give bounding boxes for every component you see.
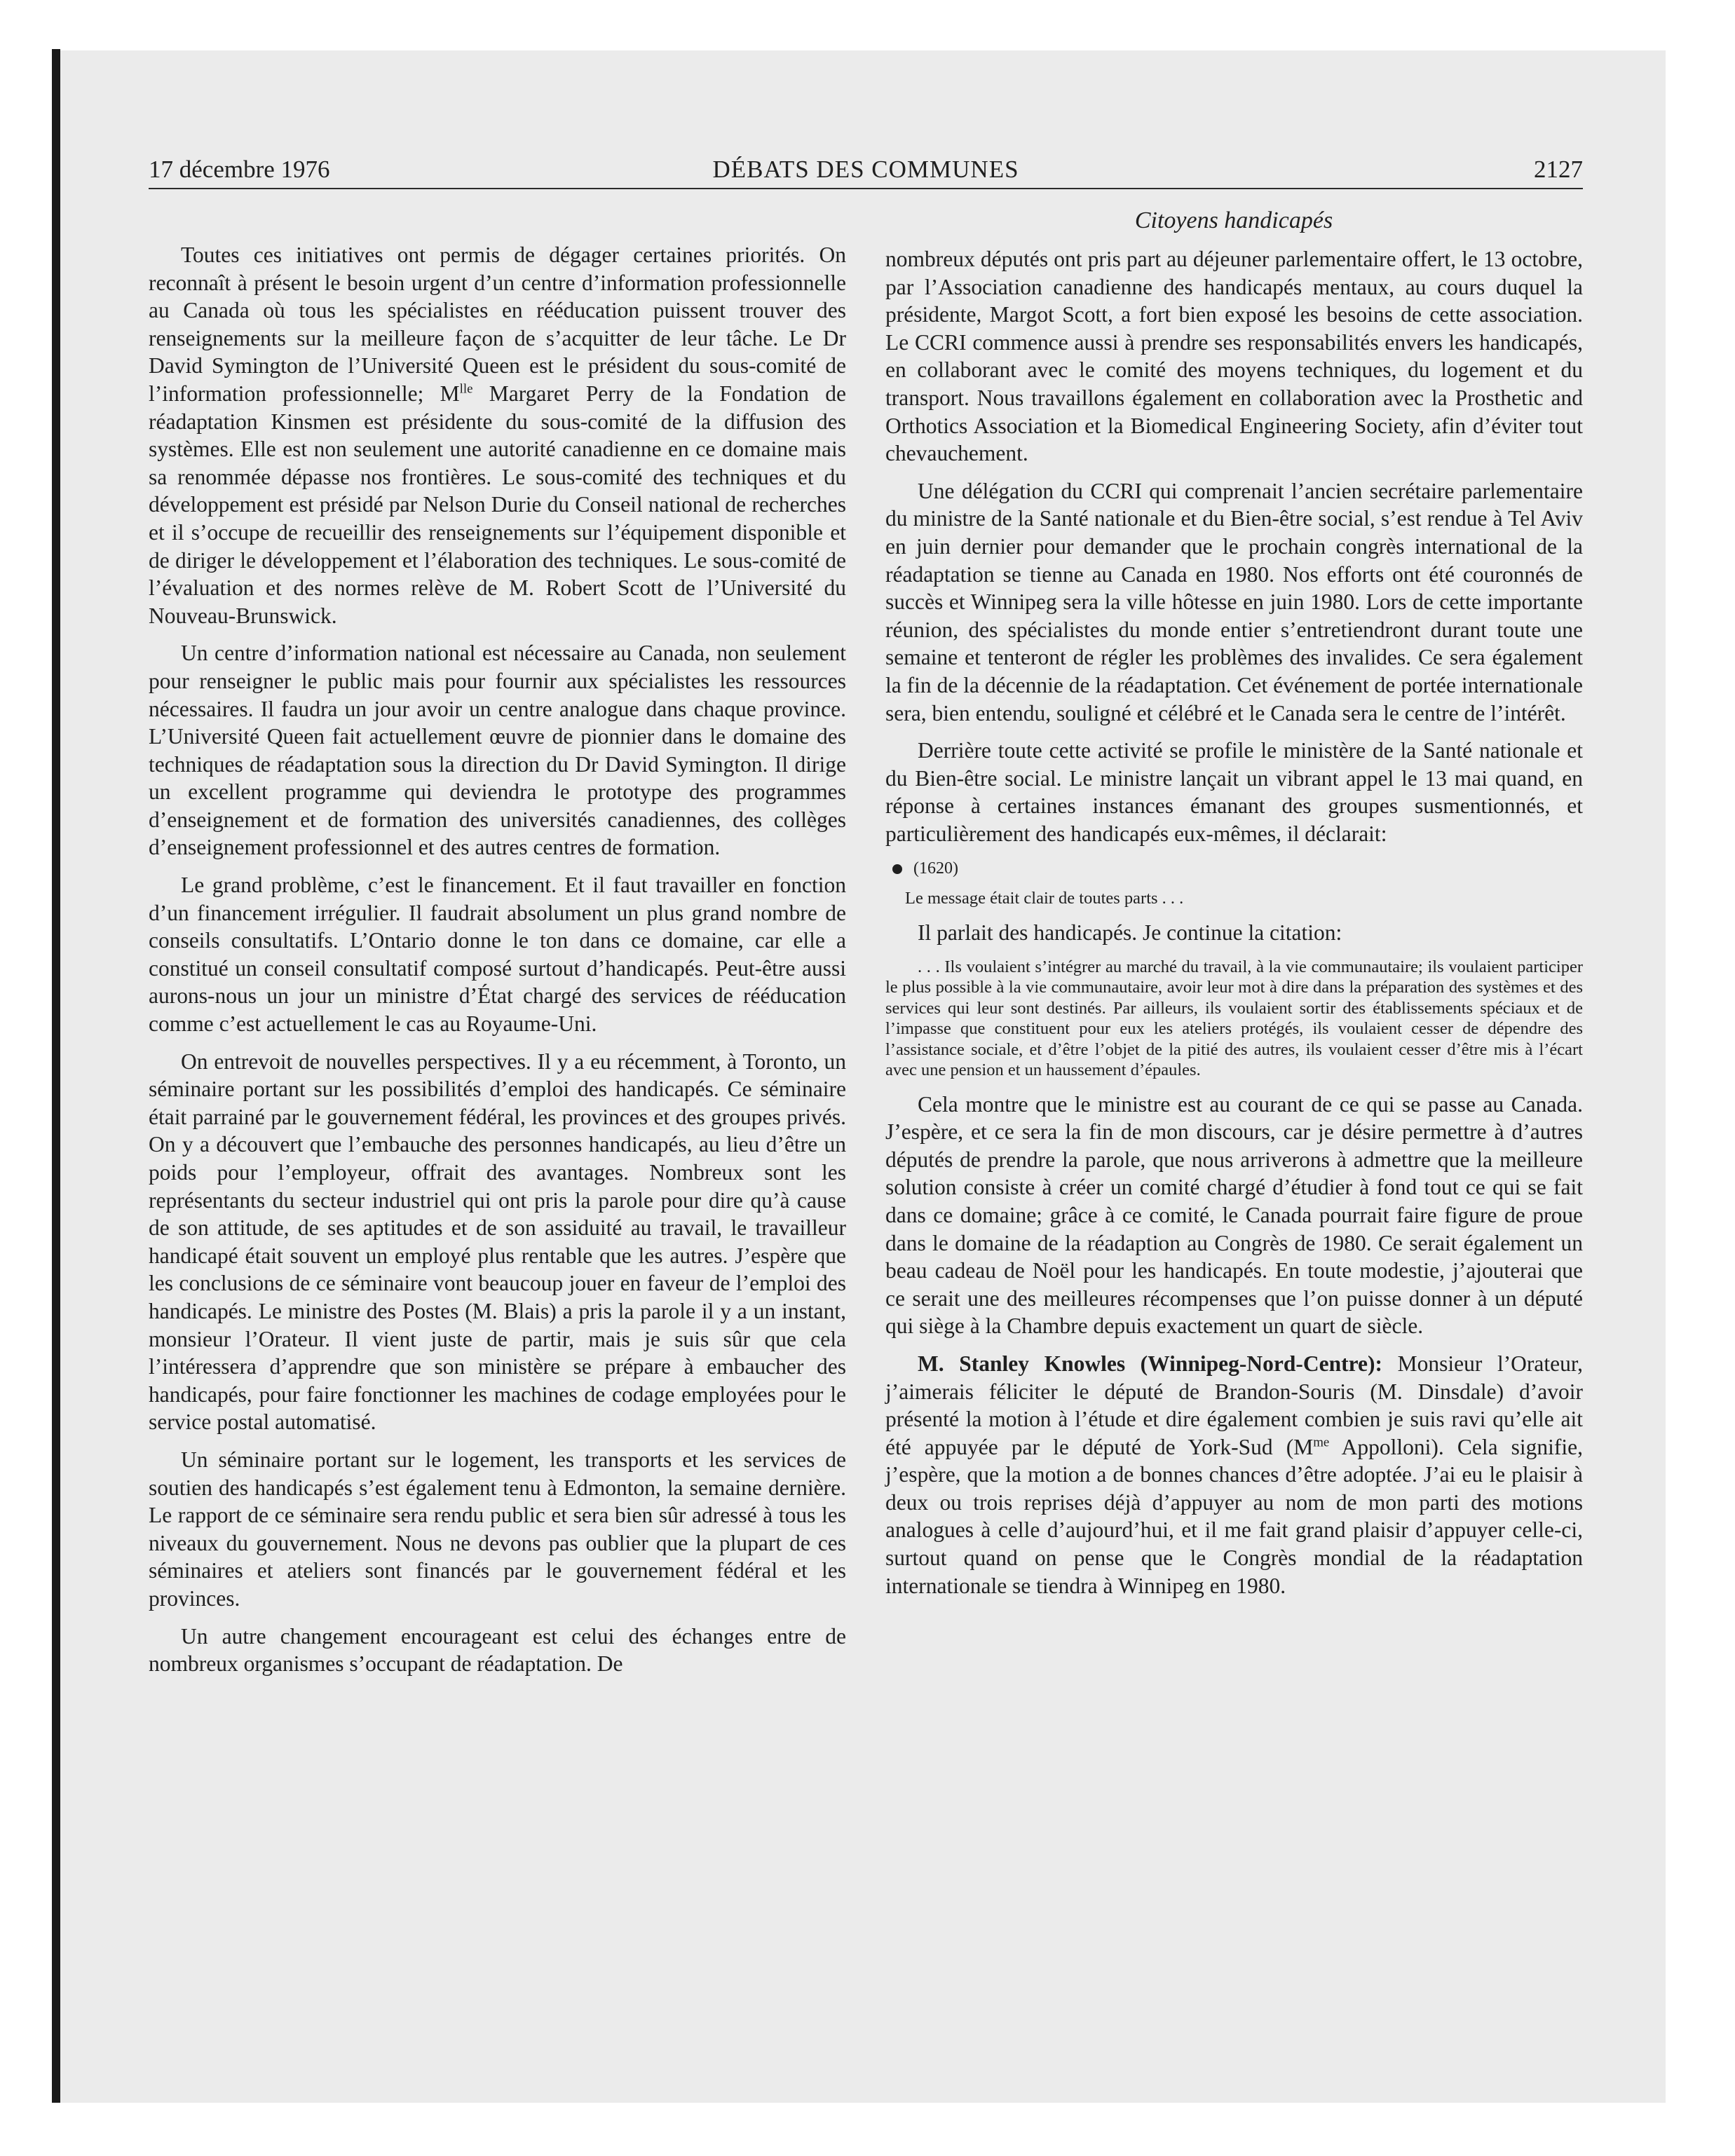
- header-rule: [149, 188, 1583, 189]
- page-header: [149, 156, 1583, 191]
- superscript: me: [1313, 1435, 1330, 1450]
- paragraph-text: Appolloni). Cela signifie, j’espère, que la motion a de bonnes chances d’être adoptée. J’ai eu le plaisir à deux ou trois reprises déjà d’appuyer au nom de mon parti des motions analogues à celle d’aujourd’hui, et il me fait grand plaisir d’appuyer celle-ci, surtout quand on pense que le Congrès mondial de la réadaptation internationale se tiendra à Winnipeg en 1980.: [885, 1434, 1584, 1598]
- paragraph: Il parlait des handicapés. Je continue la citation:: [918, 920, 1342, 945]
- paragraph: Un autre changement encourageant est celui des échanges entre de nombreux organismes s’occupant de réadaptation. De: [149, 1623, 846, 1677]
- time-marker-text: (1620): [913, 859, 958, 878]
- paragraph: Cela montre que le ministre est au courant de ce qui se passe au Canada. J’espère, et ce sera la fin de mon discours, car je désire permettre à d’autres députés de prendre la parole, que nous arriverons à admettre que la meilleure solution consiste à créer un comité chargé d’étudier à fond tout ce qui se fait dans ce domaine; grâce à ce comité, le Canada pourrait faire figure de proue dans le domaine de la réadaption au Congrès de 1980. Ce serait également un beau cadeau de Noël pour les handicapés. En toute modestie, j’ajouterai que ce serait une des meilleures récompenses que l’on puisse donner à un député qui siège à la Chambre depuis exactement un quart de siècle.: [885, 1091, 1583, 1339]
- paragraph: [885, 1350, 1583, 1599]
- bullet-icon: [892, 864, 902, 874]
- block-quote: . . . Ils voulaient s’intégrer au marché du travail, à la vie communautaire; ils voulaient participer le plus possible à la vie communautaire, avoir leur mot à dire dans la préparation des systèmes et des services qui leur sont destinés. Par ailleurs, ils voulaient sortir des établissements spéciaux et de l’impasse que constituent pour eux les ateliers protégés, ils voulaient cesser de dépendre des l’assistance sociale, et d’être l’objet de la pitié des autres, ils voulaient cesser d’être mis à l’écart avec une pension et un haussement d’épaules.: [885, 957, 1583, 1080]
- time-marker: [885, 857, 1583, 880]
- paragraph-text: Monsieur l’Orateur, j’aimerais féliciter le député de Brandon-Souris (M. Dinsdale) d’avoir présenté la motion à l’étude et dire également combien je suis ravi qu’elle ait été appuyée par le député de York-Sud (M: [885, 1351, 1583, 1459]
- superscript: lle: [459, 381, 473, 397]
- scan-edge-bar: [52, 49, 60, 2103]
- paragraph: Derrière toute cette activité se profile le ministère de la Santé nationale et du Bien-être social. Le ministre lançait un vibrant appel le 13 mai quand, en réponse à certaines instances émanant des groupes susmentionnés, et particulièrement des handicapés eux-mêmes, il déclarait:: [885, 738, 1583, 846]
- right-column: [885, 245, 1583, 1609]
- header-date: 17 décembre 1976: [149, 156, 330, 183]
- paragraph: Un séminaire portant sur le logement, les transports et les services de soutien des handicapés s’est également tenu à Edmonton, la semaine dernière. Le rapport de ce séminaire sera rendu public et sera bien sûr adressé à tous les niveaux du gouvernement. Nous ne devons pas oublier que la plupart de ces séminaires et ateliers sont financés par le gouvernement fédéral et les provinces.: [149, 1447, 846, 1611]
- paragraph-continued: nombreux députés ont pris part au déjeuner parlementaire offert, le 13 octobre, par l’Association canadienne des handicapés mentaux, au cours duquel la présidente, Margot Scott, a fort bien exposé les besoins de cette association. Le CCRI commence aussi à prendre ses responsabilités envers les handicapés, en collaborant avec le comité des moyens techniques, du logement et du transport. Nous travaillons également en collaboration avec la Prosthetic and Orthotics Association et la Biomedical Engineering Society, afin d’éviter tout chevauchement.: [885, 247, 1583, 466]
- running-head: Citoyens handicapés: [1134, 207, 1333, 233]
- header-title: DÉBATS DES COMMUNES: [712, 156, 1019, 183]
- left-column: [149, 241, 846, 1688]
- speaker-name: M. Stanley Knowles (Winnipeg-Nord-Centre):: [918, 1351, 1382, 1376]
- paragraph: Une délégation du CCRI qui comprenait l’ancien secrétaire parlementaire du ministre de la Santé nationale et du Bien-être social, s’est rendue à Tel Aviv en juin dernier pour demander que le prochain congrès international de la réadaptation se tienne au Canada en 1980. Nos efforts ont été couronnés de succès et Winnipeg sera la ville hôtesse en juin 1980. Lors de cette importante réunion, des spécialistes du monde entier s’entretiendront durant toute une semaine et tenteront de régler les problèmes des invalides. Ce sera également la fin de la décennie de la réadaptation. Cet événement de portée internationale sera, bien entendu, souligné et célébré et le Canada sera le centre de l’intérêt.: [885, 478, 1583, 725]
- header-page-number: 2127: [1534, 156, 1583, 183]
- paragraph: [149, 241, 846, 629]
- paragraph: Le grand problème, c’est le financement. Et il faut travailler en fonction d’un financement irrégulier. Il faudrait absolument un plus grand nombre de conseils consultatifs. L’Ontario donne le ton dans ce domaine, car elle a constitué un conseil consultatif composé surtout d’handicapés. Peut-être aussi aurons-nous un jour un ministre d’État chargé des services de rééducation comme c’est actuellement le cas au Royaume-Uni.: [149, 873, 846, 1037]
- paragraph: Un centre d’information national est nécessaire au Canada, non seulement pour renseigner le public mais pour fournir aux spécialistes les ressources nécessaires. Il faudra un jour avoir un centre analogue dans chaque province. L’Université Queen fait actuellement œuvre de pionnier dans le domaine des techniques de réadaptation sous la direction du Dr David Symington. Il dirige un excellent programme qui deviendra le prototype des programmes d’enseignement et de formation des universités canadiennes, des collèges d’enseignement professionnel et des autres centres de formation.: [149, 641, 846, 860]
- paragraph-text: Toutes ces initiatives ont permis de dégager certaines priorités. On reconnaît à présent le besoin urgent d’un centre d’information professionnelle au Canada où tous les spécialistes en rééducation puissent trouver des renseignements sur la meilleure façon de s’acquitter de leur tâche. Le Dr David Symington de l’Université Queen est le président du sous-comité de l’information professionnelle; M: [149, 243, 846, 406]
- paragraph: On entrevoit de nouvelles perspectives. Il y a eu récemment, à Toronto, un séminaire portant sur les possibilités d’emploi des handicapés. Ce séminaire était parrainé par le gouvernement fédéral, les provinces et des groupes privés. On y a découvert que l’embauche des personnes handicapés, au lieu d’être un poids pour l’employeur, offrait des avantages. Nombreux sont les représentants du secteur industriel qui ont pris la parole pour dire qu’à cause de son attitude, de ses aptitudes et de son assiduité au travail, le travailleur handicapé était souvent un employé plus rentable que les autres. J’espère que les conclusions de ce séminaire vont beaucoup jouer en faveur de l’emploi des handicapés. Le ministre des Postes (M. Blais) a pris la parole il y a un instant, monsieur l’Orateur. Il vient juste de partir, mais je suis sûr que cela l’intéressera d’apprendre que son ministère se prépare à embaucher des handicapés, pour faire fonctionner les machines de codage employées pour le service postal automatisé.: [149, 1049, 846, 1435]
- paragraph-text: Margaret Perry de la Fondation de réadaptation Kinsmen est présidente du sous-comité de la diffusion des systèmes. Elle est non seulement une autorité canadienne en ce domaine mais sa renommée dépasse nos frontières. Le sous-comité des techniques et du développement est présidé par Nelson Durie du Conseil national de recherches et il s’occupe de recueillir des renseignements sur l’équipement disponible et de diriger le développement et l’élaboration des techniques. Le sous-comité de l’évaluation et des normes relève de M. Robert Scott de l’Université du Nouveau-Brunswick.: [149, 381, 846, 628]
- block-quote: Le message était clair de toutes parts . . .: [905, 889, 1184, 908]
